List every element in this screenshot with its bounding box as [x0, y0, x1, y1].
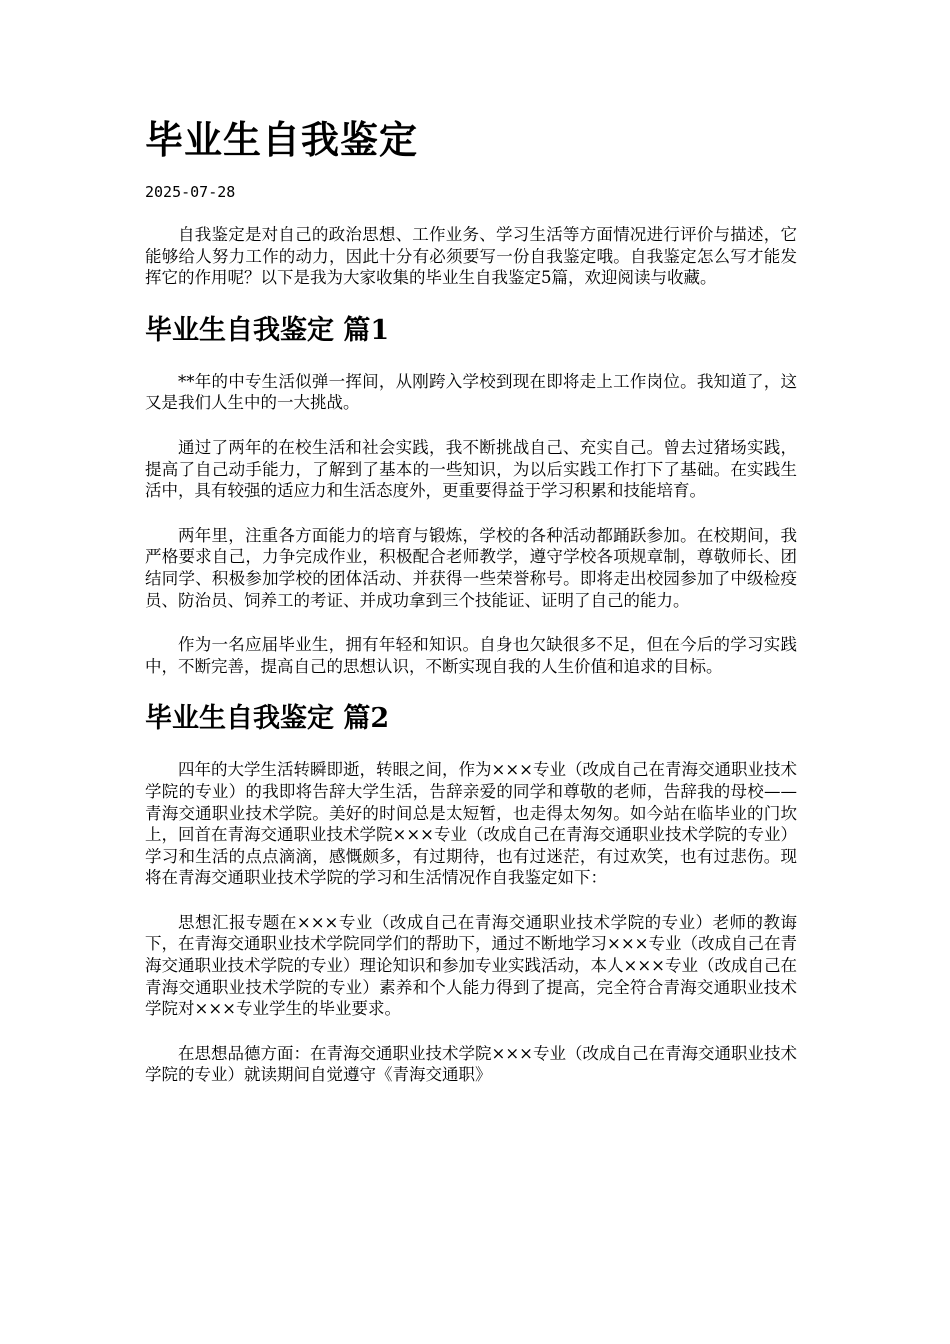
document-title: 毕业生自我鉴定: [145, 117, 419, 162]
document-page: [145, 112, 797, 1086]
section-title-2: 毕业生自我鉴定 篇2: [145, 703, 390, 735]
intro-paragraph: 自我鉴定是对自己的政治思想、工作业务、学习生活等方面情况进行评价与描述，它能够给人努力工作的动力，因此十分有必须要写一份自我鉴定哦。自我鉴定怎么写才能发挥它的作用呢？以下是我为大家收集的毕业生自我鉴定5篇，欢迎阅读与收藏。: [145, 225, 797, 288]
section-1-paragraph: **年的中专生活似弹一挥间，从刚跨入学校到现在即将走上工作岗位。我知道了，这又是我们人生中的一大挑战。: [145, 371, 797, 413]
section-1-paragraph: 通过了两年的在校生活和社会实践，我不断挑战自己、充实自己。曾去过猪场实践，提高了自己动手能力，了解到了基本的一些知识，为以后实践工作打下了基础。在实践生活中，具有较强的适应力和生活态度外，更重要得益于学习积累和技能培育。: [145, 437, 797, 501]
section-1-paragraph: 两年里，注重各方面能力的培育与锻炼，学校的各种活动都踊跃参加。在校期间，我严格要求自己，力争完成作业，积极配合老师教学，遵守学校各项规章制，尊敬师长、团结同学、积极参加学校的团体活动、并获得一些荣誉称号。即将走出校园参加了中级检疫员、防治员、饲养工的考证、并成功拿到三个技能证、证明了自己的能力。: [145, 525, 797, 610]
document-date: 2025-07-28: [145, 183, 236, 201]
section-2-paragraph: 四年的大学生活转瞬即逝，转眼之间，作为×××专业（改成自己在青海交通职业技术学院的专业）的我即将告辞大学生活，告辞亲爱的同学和尊敬的老师，告辞我的母校——青海交通职业技术学院。美好的时间总是太短暂，也走得太匆匆。如今站在临毕业的门坎上，回首在青海交通职业技术学院×××专业（改成自己在青海交通职业技术学院的专业）学习和生活的点点滴滴，感慨颇多，有过期待，也有过迷茫，有过欢笑，也有过悲伤。现将在青海交通职业技术学院的学习和生活情况作自我鉴定如下：: [145, 760, 797, 888]
section-2-paragraph: 思想汇报专题在×××专业（改成自己在青海交通职业技术学院的专业）老师的教诲下，在青海交通职业技术学院同学们的帮助下，通过不断地学习×××专业（改成自己在青海交通职业技术学院的专业）理论知识和参加专业实践活动，本人×××专业（改成自己在青海交通职业技术学院的专业）素养和个人能力得到了提高，完全符合青海交通职业技术学院对×××专业学生的毕业要求。: [145, 912, 797, 1019]
section-title-1: 毕业生自我鉴定 篇1: [145, 314, 390, 346]
section-2-paragraph: 在思想品德方面：在青海交通职业技术学院×××专业（改成自己在青海交通职业技术学院的专业）就读期间自觉遵守《青海交通职》: [145, 1043, 797, 1085]
section-1-paragraph: 作为一名应届毕业生，拥有年轻和知识。自身也欠缺很多不足，但在今后的学习实践中，不断完善，提高自己的思想认识，不断实现自我的人生价值和追求的目标。: [145, 635, 797, 676]
